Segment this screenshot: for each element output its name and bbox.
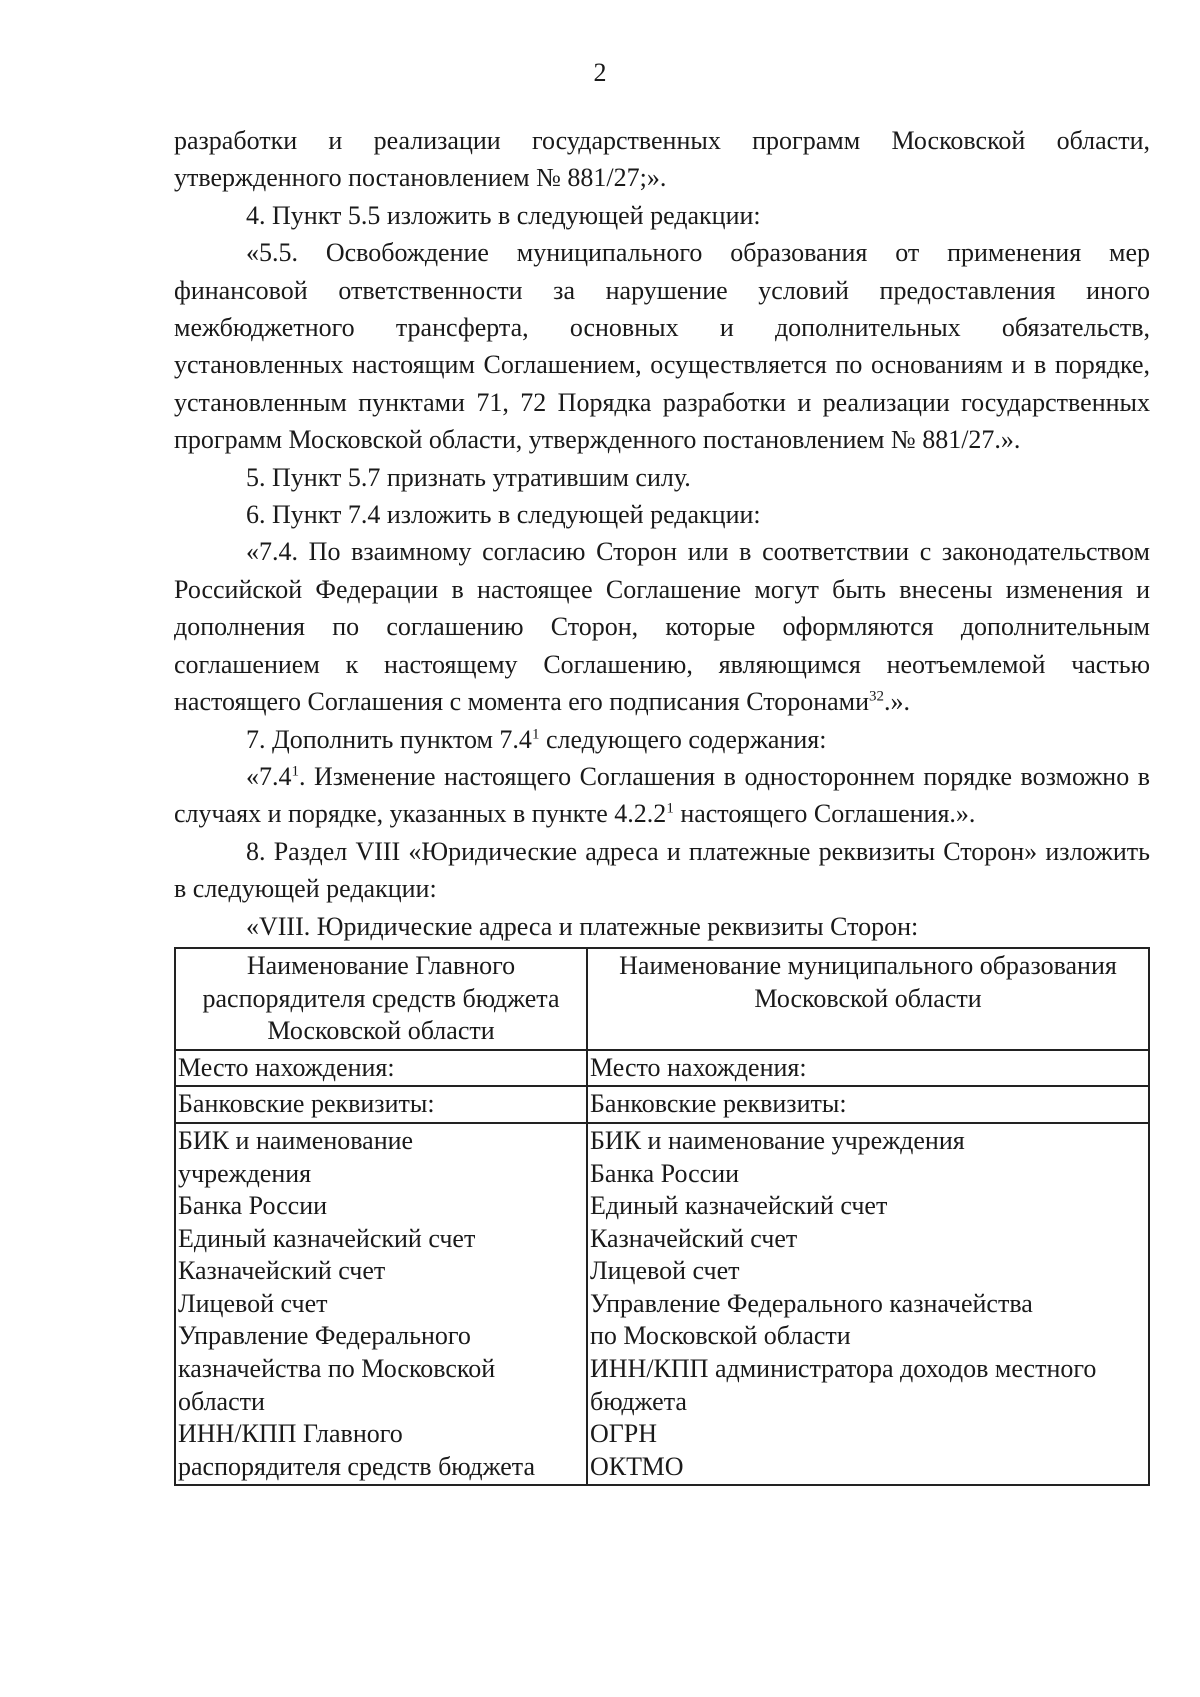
paragraph-8: 8. Раздел VIII «Юридические адреса и платежные реквизиты Сторон» изложить в следующей редакции: [174,836,1150,904]
paragraph: 5. Пункт 5.7 признать утратившим силу. [246,462,691,492]
detail-line: ИНН/КПП администратора доходов местного [590,1354,1097,1384]
detail-line: Единый казначейский счет [590,1191,888,1221]
location-left-cell: Место нахождения: [175,1050,587,1087]
paragraph-7-end: следующего содержания: [539,724,827,754]
detail-line: учреждения [178,1158,312,1188]
paragraph-7-superscript: 1 [531,725,540,742]
detail-line: Единый казначейский счет [178,1223,476,1253]
detail-line: Казначейский счет [178,1256,386,1286]
table-header-row [175,948,1149,1050]
footnote-marker[interactable]: 32 [869,688,885,705]
paragraph-7-start: 7. Дополнить пунктом 7.4 [246,724,532,754]
detail-line: БИК и наименование учреждения [590,1125,965,1155]
page-number: 2 [593,58,607,87]
paragraph-7-4-1-end: настоящего Соглашения.». [673,799,976,829]
table-row-bank [175,1086,1149,1123]
detail-line: Казначейский счет [590,1223,798,1253]
bank-left-cell: Банковские реквизиты: [175,1086,587,1123]
paragraph: «5.5. Освобождение муниципального образования от применения мер финансовой ответственности за нарушение условий предоставления иного межбюджетного трансферта, основных и дополнительных обязательств, установленных настоящим Соглашением, осуществляется по основаниям и в порядке, установленным пунктами 71, 72 Порядка разработки и реализации государственных программ Московской области, утвержденного постановлением № 881/27.». [174,238,1150,455]
table-row-details [175,1123,1149,1486]
detail-line: Банка России [178,1191,328,1221]
detail-line: БИК и наименование [178,1125,414,1155]
paragraph-7 [174,721,1150,758]
requisites-table [174,947,1150,1487]
detail-line: области [178,1386,265,1416]
detail-line: ИНН/КПП Главного [178,1419,403,1449]
detail-line: Лицевой счет [590,1256,740,1286]
detail-line: казначейства по Московской [178,1354,496,1384]
bank-right-cell: Банковские реквизиты: [587,1086,1149,1123]
paragraph-7-4 [174,533,1150,720]
paragraph-7-4-1-superscript-2: 1 [666,800,674,817]
table-row-location [175,1050,1149,1087]
paragraph-list [174,122,1150,533]
detail-line: Банка России [590,1158,740,1188]
paragraph-7-4-text: «7.4. По взаимному согласию Сторон или в соответствии с законодательством Российской Федерации в настоящее Соглашение могут быть внесены изменения и дополнения по соглашению Сторон, которые оформляются дополнительным соглашением к настоящему Соглашению, являющимся неотъемлемой частью настоящего Соглашения с момента его подписания Сторонами [174,537,1150,717]
details-left-cell [175,1123,587,1486]
document-body [174,122,1150,1486]
paragraph-7-4-end: .». [884,687,911,717]
paragraph-7-4-1 [174,758,1150,833]
header-left-cell: Наименование Главного распорядителя средств бюджета Московской области [175,948,587,1050]
detail-line: Управление Федерального казначейства [590,1288,1033,1318]
detail-line: ОГРН [590,1419,658,1449]
paragraph: 4. Пункт 5.5 изложить в следующей редакции: [246,200,761,230]
detail-line: ОКТМО [590,1451,684,1481]
header-right-cell: Наименование муниципального образования Московской области [587,948,1149,1050]
paragraph: разработки и реализации государственных программ Московской области, утвержденного постановлением № 881/27;». [174,126,1150,193]
paragraph-7-4-1-superscript: 1 [291,763,299,780]
location-right-cell: Место нахождения: [587,1050,1149,1087]
details-right-cell [587,1123,1149,1486]
detail-line: бюджета [590,1386,687,1416]
detail-line: распорядителя средств бюджета [178,1451,536,1481]
detail-line: Управление Федерального [178,1321,471,1351]
paragraph: 6. Пункт 7.4 изложить в следующей редакции: [246,500,761,530]
detail-line: Лицевой счет [178,1288,328,1318]
paragraph-7-4-1-mid: . Изменение настоящего Соглашения в одностороннем порядке возможно в случаях и порядке, указанных в пункте 4.2.2 [174,761,1150,829]
paragraph-7-4-1-start: «7.4 [246,761,292,791]
section-heading: «VIII. Юридические адреса и платежные реквизиты Сторон: [246,911,919,941]
detail-line: по Московской области [590,1321,851,1351]
